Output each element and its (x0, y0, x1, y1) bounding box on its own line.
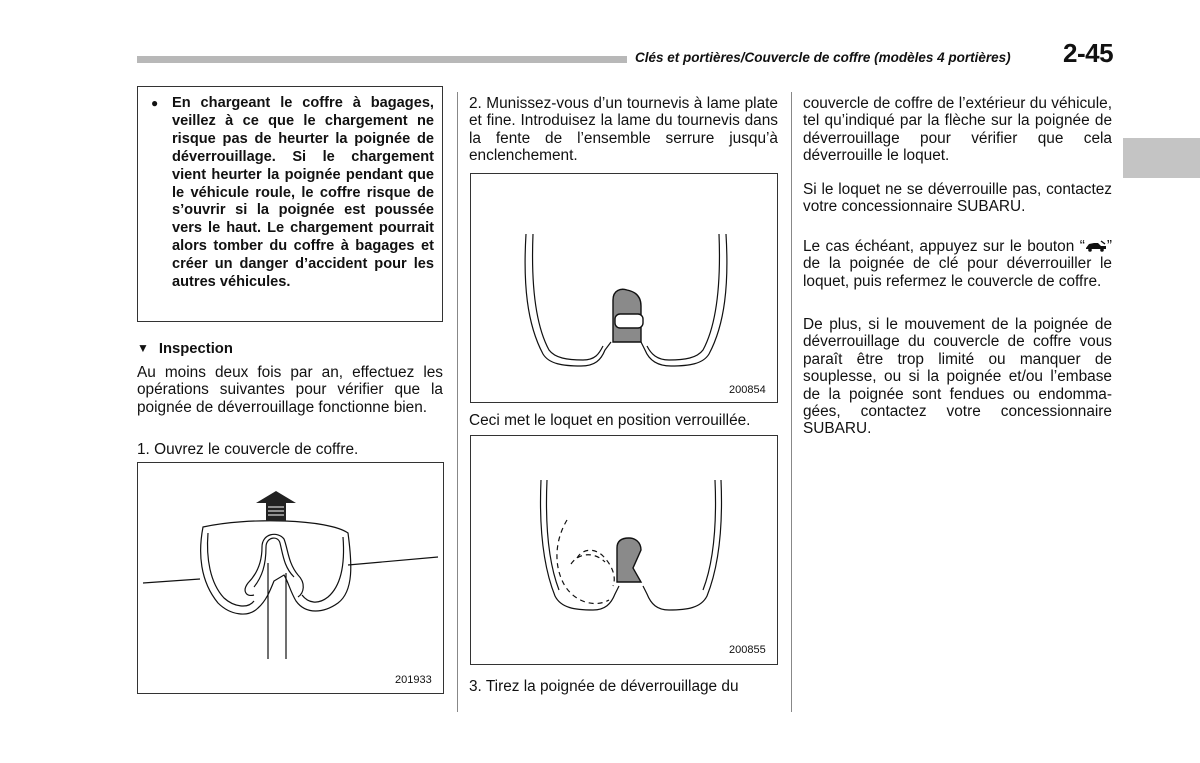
step-2: 2. Munissez-vous d’un tournevis à lame plate et fine. Introduisez la lame du tournevis dans la fente de l’ensemble serrure jusqu’à enclenchement. (469, 95, 778, 165)
step-3: 3. Tirez la poignée de déverrouillage du (469, 678, 739, 695)
figure-code-2: 200854 (729, 384, 766, 396)
warning-box (137, 86, 443, 322)
figure-latch-unlocked (470, 435, 778, 665)
page-number: 2-45 (1063, 38, 1114, 68)
right-paragraph-3-end: ” de la poignée de clé pour déverrouiller le loquet, puis refermez le couvercle de coffre. (803, 238, 1112, 290)
warning-bullet-icon: ● (151, 96, 159, 110)
column-divider-right (791, 92, 792, 712)
page-header-title: Clés et portières/Couvercle de coffre (modèles 4 portières) (635, 50, 1011, 65)
trunk-lid-illustration (138, 463, 443, 693)
section-heading-inspection (137, 341, 233, 357)
figure-trunk-lid-open (137, 462, 444, 694)
right-paragraph-1: couvercle de coffre de l’extérieur du véhicule, tel qu’indiqué par la flèche sur la poignée de déverrouillage pour vérifier que cela déverrouille le loquet. (803, 95, 1112, 165)
figure-code-1: 201933 (395, 674, 432, 686)
section-side-tab (1123, 138, 1200, 178)
right-paragraph-3-start: Le cas échéant, appuyez sur le bouton “ (803, 238, 1085, 255)
column-divider-left (457, 92, 458, 712)
right-paragraph-4: De plus, si le mouvement de la poignée de déverrouillage du couvercle de coffre vous paraît être trop limité ou manquer de souplesse, ou si la poignée et/ou l’embase de la poignée sont fendues ou endommagées, contactez votre concessionnaire SUBARU. (803, 316, 1112, 438)
triangle-down-icon: ▼ (137, 341, 149, 355)
right-paragraph-2-text: Si le loquet ne se déverrouille pas, contactez votre concessionnaire SUBARU. (803, 181, 1112, 216)
header-rule (137, 56, 627, 63)
figure-code-3: 200855 (729, 644, 766, 656)
car-trunk-icon (1085, 240, 1107, 252)
right-paragraph-3 (803, 238, 1112, 290)
section-heading-label: Inspection (158, 341, 233, 357)
step-1: 1. Ouvrez le couvercle de coffre. (137, 441, 359, 458)
figure-latch-locked (470, 173, 778, 403)
latch-unlocked-illustration (471, 436, 777, 664)
inspection-intro: Au moins deux fois par an, effectuez les opérations suivantes pour vérifier que la poignée de déverrouillage fonctionne bien. (137, 364, 443, 416)
latch-locked-illustration (471, 174, 777, 402)
warning-text: En chargeant le coffre à bagages, veillez à ce que le chargement ne risque pas de heurter la poignée de déverrouillage. Si le chargement vient heurter la poignée pendant que le véhicule roule, le coffre risque de s’ouvrir si la poignée est poussée vers le haut. Le chargement pourrait alors tomber du coffre à bagages et créer un danger d’accident pour les autres véhicules. (172, 95, 434, 291)
caption-locked: Ceci met le loquet en position verrouillée. (469, 412, 751, 429)
right-paragraph-2 (803, 181, 1112, 216)
